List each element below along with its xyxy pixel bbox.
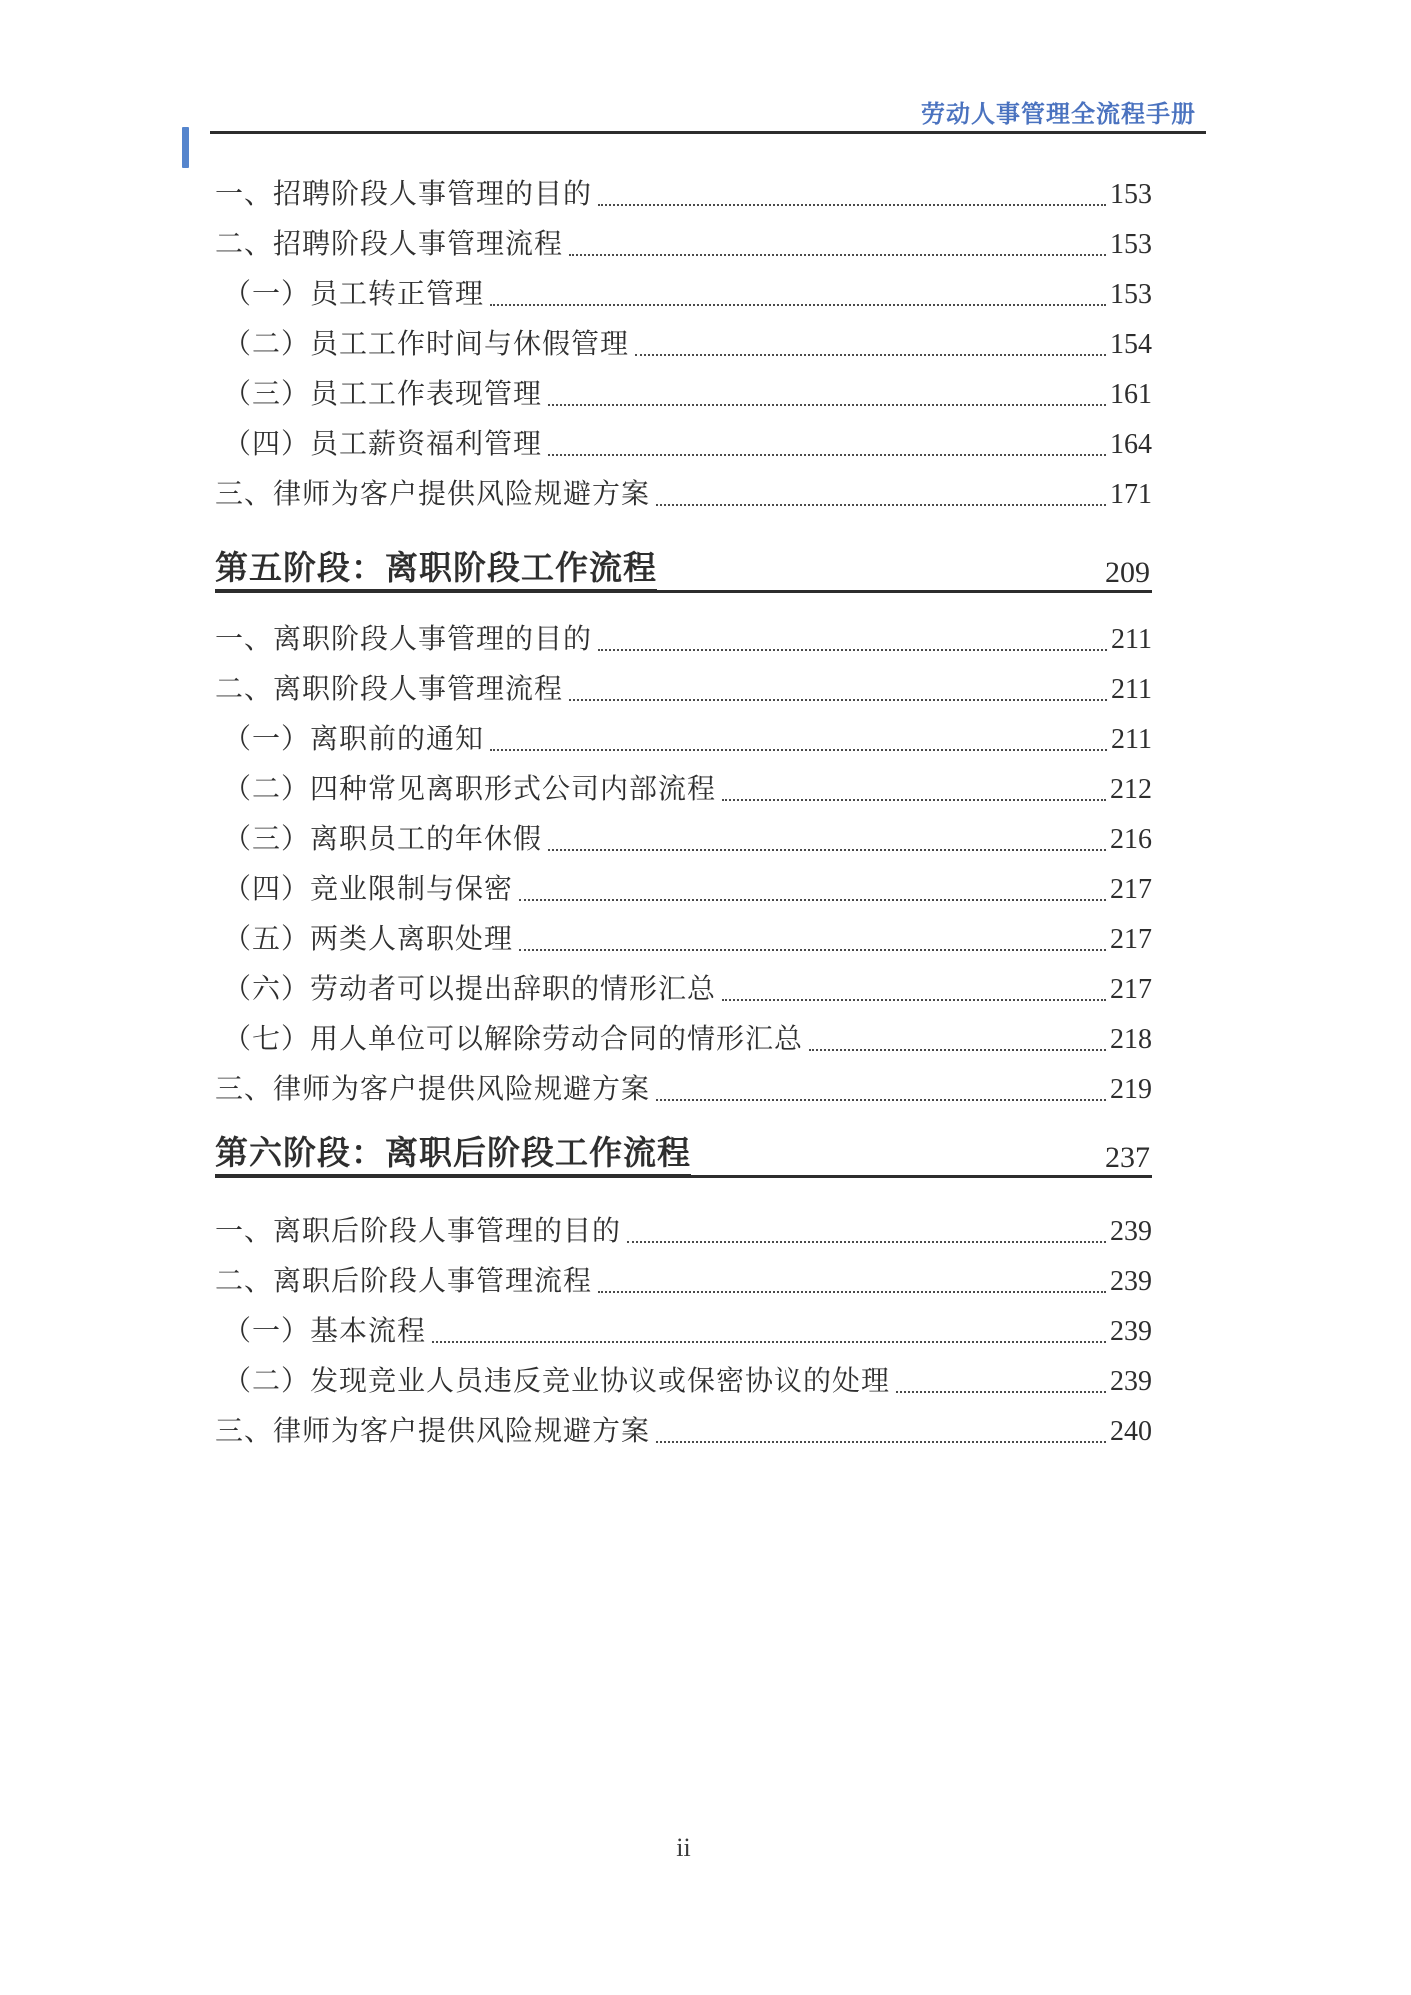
dotted-leader bbox=[722, 799, 1106, 801]
toc-entry-label: 二、离职阶段人事管理流程 bbox=[215, 674, 564, 706]
toc-entry-page: 211 bbox=[1111, 624, 1152, 656]
toc-entry-label: 二、离职后阶段人事管理流程 bbox=[215, 1266, 593, 1298]
toc-section-heading bbox=[215, 1130, 1152, 1178]
toc-entry bbox=[223, 1357, 1152, 1407]
toc-entry-page: 239 bbox=[1110, 1216, 1152, 1248]
dotted-leader bbox=[598, 649, 1107, 651]
toc-entry-page: 216 bbox=[1110, 824, 1152, 856]
toc-entry-label: （二）发现竞业人员违反竞业协议或保密协议的处理 bbox=[223, 1366, 891, 1398]
toc-entry-label: 三、律师为客户提供风险规避方案 bbox=[215, 1416, 651, 1448]
solid-leader bbox=[657, 590, 1099, 593]
toc-entry bbox=[223, 420, 1152, 470]
toc-entry-label: （二）员工工作时间与休假管理 bbox=[223, 329, 630, 361]
dotted-leader bbox=[656, 1099, 1106, 1101]
section-heading-title: 第五阶段：离职阶段工作流程 bbox=[215, 551, 657, 593]
dotted-leader bbox=[548, 849, 1106, 851]
toc-entry-label: （五）两类人离职处理 bbox=[223, 924, 514, 956]
dotted-leader bbox=[598, 1291, 1106, 1293]
toc-entry bbox=[215, 665, 1152, 715]
dotted-leader bbox=[627, 1241, 1106, 1243]
toc-entry-page: 239 bbox=[1110, 1366, 1152, 1398]
toc-entry-label: （一）离职前的通知 bbox=[223, 724, 485, 756]
running-header-title: 劳动人事管理全流程手册 bbox=[921, 101, 1196, 128]
table-of-contents bbox=[215, 170, 1152, 1457]
toc-entry-page: 164 bbox=[1110, 429, 1152, 461]
toc-entry-label: （七）用人单位可以解除劳动合同的情形汇总 bbox=[223, 1024, 804, 1056]
toc-entry-page: 217 bbox=[1110, 974, 1152, 1006]
toc-entry-label: （二）四种常见离职形式公司内部流程 bbox=[223, 774, 717, 806]
dotted-leader bbox=[896, 1391, 1106, 1393]
toc-entry bbox=[215, 170, 1152, 220]
toc-entry bbox=[223, 715, 1152, 765]
toc-entry-label: 一、离职后阶段人事管理的目的 bbox=[215, 1216, 622, 1248]
toc-entry-page: 217 bbox=[1110, 874, 1152, 906]
toc-entry bbox=[223, 815, 1152, 865]
toc-entry-page: 239 bbox=[1110, 1316, 1152, 1348]
toc-entry-page: 212 bbox=[1110, 774, 1152, 806]
toc-entry bbox=[215, 220, 1152, 270]
toc-entry bbox=[215, 470, 1152, 520]
toc-entry bbox=[223, 320, 1152, 370]
dotted-leader bbox=[490, 304, 1106, 306]
toc-entry-label: （三）离职员工的年休假 bbox=[223, 824, 543, 856]
toc-entry-page: 161 bbox=[1110, 379, 1152, 411]
header-divider bbox=[210, 131, 1206, 134]
toc-entry-label: 二、招聘阶段人事管理流程 bbox=[215, 229, 564, 261]
toc-entry bbox=[223, 270, 1152, 320]
dotted-leader bbox=[809, 1049, 1106, 1051]
toc-entry-label: （一）员工转正管理 bbox=[223, 279, 485, 311]
toc-entry bbox=[215, 1257, 1152, 1307]
toc-entry-page: 153 bbox=[1110, 229, 1152, 261]
left-margin-marker bbox=[182, 127, 189, 168]
toc-section-heading bbox=[215, 545, 1152, 593]
toc-entry-page: 211 bbox=[1111, 674, 1152, 706]
toc-entry-label: （四）竞业限制与保密 bbox=[223, 874, 514, 906]
dotted-leader bbox=[519, 899, 1106, 901]
toc-entry bbox=[223, 965, 1152, 1015]
toc-entry-page: 239 bbox=[1110, 1266, 1152, 1298]
dotted-leader bbox=[490, 749, 1107, 751]
toc-entry bbox=[223, 865, 1152, 915]
toc-entry bbox=[223, 370, 1152, 420]
dotted-leader bbox=[722, 999, 1106, 1001]
section-heading-title: 第六阶段：离职后阶段工作流程 bbox=[215, 1136, 691, 1178]
toc-entry bbox=[223, 765, 1152, 815]
dotted-leader bbox=[569, 699, 1107, 701]
toc-entry bbox=[215, 1207, 1152, 1257]
dotted-leader bbox=[656, 1441, 1106, 1443]
toc-entry-label: （六）劳动者可以提出辞职的情形汇总 bbox=[223, 974, 717, 1006]
toc-entry bbox=[223, 915, 1152, 965]
toc-entry-label: 三、律师为客户提供风险规避方案 bbox=[215, 1074, 651, 1106]
toc-entry bbox=[223, 1307, 1152, 1357]
dotted-leader bbox=[635, 354, 1106, 356]
toc-entry-page: 217 bbox=[1110, 924, 1152, 956]
dotted-leader bbox=[548, 404, 1106, 406]
toc-entry-label: （四）员工薪资福利管理 bbox=[223, 429, 543, 461]
toc-entry-page: 218 bbox=[1110, 1024, 1152, 1056]
section-heading-page: 237 bbox=[1099, 1141, 1152, 1178]
dotted-leader bbox=[569, 254, 1106, 256]
section-heading-page: 209 bbox=[1099, 556, 1152, 593]
dotted-leader bbox=[656, 504, 1106, 506]
toc-entry-page: 240 bbox=[1110, 1416, 1152, 1448]
solid-leader bbox=[691, 1175, 1099, 1178]
dotted-leader bbox=[598, 204, 1106, 206]
toc-entry bbox=[223, 1015, 1152, 1065]
toc-entry-page: 154 bbox=[1110, 329, 1152, 361]
page-number-footer: ii bbox=[676, 1833, 691, 1862]
dotted-leader bbox=[548, 454, 1106, 456]
dotted-leader bbox=[432, 1341, 1106, 1343]
dotted-leader bbox=[519, 949, 1106, 951]
toc-entry-label: 三、律师为客户提供风险规避方案 bbox=[215, 479, 651, 511]
toc-entry bbox=[215, 1065, 1152, 1115]
toc-entry-page: 171 bbox=[1110, 479, 1152, 511]
toc-entry-page: 211 bbox=[1111, 724, 1152, 756]
toc-entry-label: 一、离职阶段人事管理的目的 bbox=[215, 624, 593, 656]
toc-entry-page: 153 bbox=[1110, 179, 1152, 211]
toc-entry-label: （三）员工工作表现管理 bbox=[223, 379, 543, 411]
toc-entry-label: （一）基本流程 bbox=[223, 1316, 427, 1348]
toc-entry bbox=[215, 615, 1152, 665]
toc-entry bbox=[215, 1407, 1152, 1457]
toc-entry-label: 一、招聘阶段人事管理的目的 bbox=[215, 179, 593, 211]
toc-entry-page: 153 bbox=[1110, 279, 1152, 311]
toc-entry-page: 219 bbox=[1110, 1074, 1152, 1106]
